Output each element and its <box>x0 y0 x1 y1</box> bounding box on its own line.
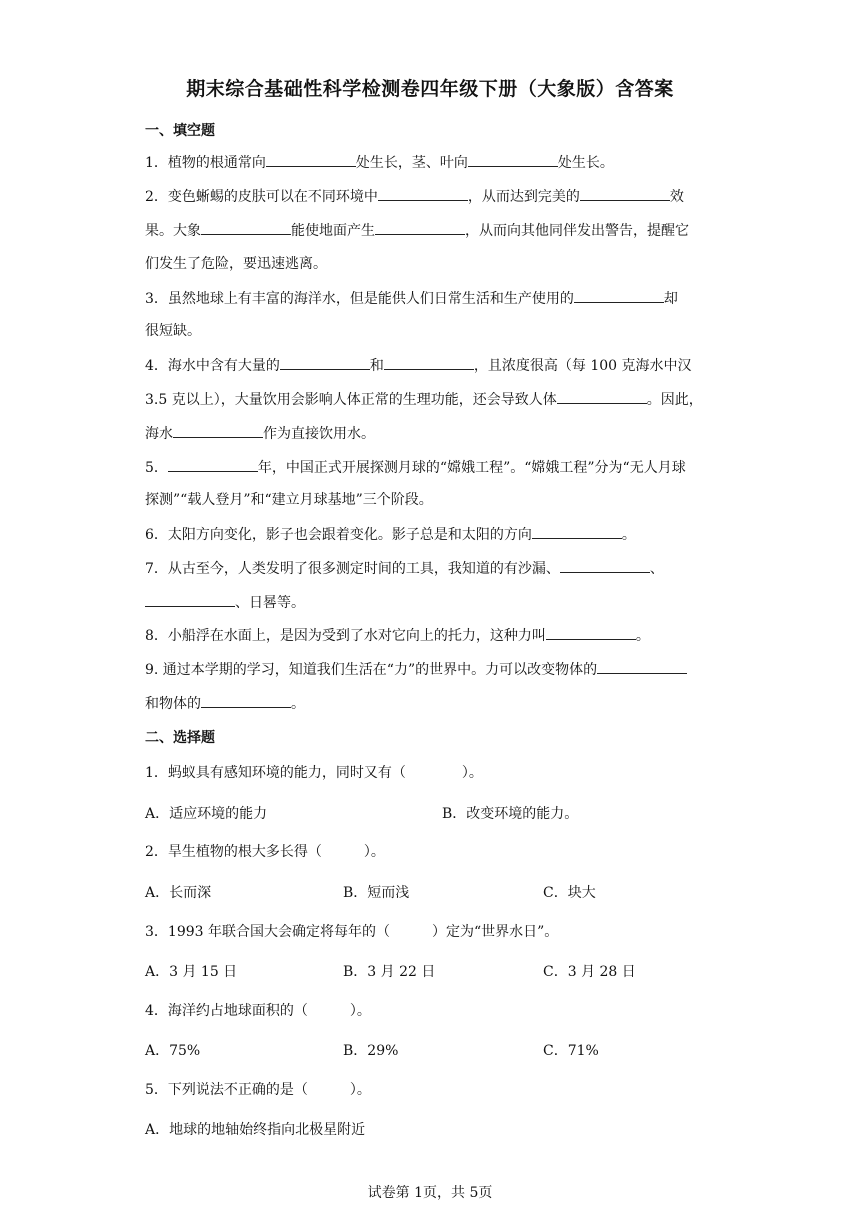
answer-blank[interactable] <box>201 693 291 708</box>
section-choice: 二、选择题 <box>145 730 215 746</box>
answer-blank[interactable] <box>560 558 650 573</box>
choice-q3-option-b[interactable]: B．3 月 22 日 <box>343 964 436 980</box>
fill-q6: 6．太阳方向变化，影子也会跟着变化。影子总是和太阳的方向 。 <box>145 524 636 545</box>
answer-blank[interactable] <box>546 625 636 640</box>
answer-blank[interactable] <box>580 186 670 201</box>
answer-blank[interactable] <box>597 659 687 674</box>
fill-q7-line1: 7．从古至今，人类发明了很多测定时间的工具，我知道的有沙漏、 、 <box>145 558 664 579</box>
choice-q2-option-b[interactable]: B．短而浅 <box>343 885 410 901</box>
answer-blank[interactable] <box>266 152 356 167</box>
page-title: 期末综合基础性科学检测卷四年级下册（大象版）含答案 <box>186 78 674 100</box>
answer-blank[interactable] <box>574 288 664 303</box>
fill-q4-line1: 4．海水中含有大量的 和 ，且浓度很高（每 100 克海水中汉 <box>145 355 692 376</box>
choice-q2-option-a[interactable]: A．长而深 <box>145 885 212 901</box>
fill-q5-line1: 5． 年，中国正式开展探测月球的“嫦娥工程”。“嫦娥工程”分为“无人月球 <box>145 457 686 478</box>
choice-q3-stem: 3．1993 年联合国大会确定将每年的（ ）定为“世界水日”。 <box>145 924 559 940</box>
fill-q7-line2: 、日晷等。 <box>145 592 305 613</box>
choice-q1-option-b[interactable]: B．改变环境的能力。 <box>442 806 579 822</box>
answer-blank[interactable] <box>168 457 258 472</box>
choice-q5-option-a[interactable]: A．地球的地轴始终指向北极星附近 <box>145 1122 366 1138</box>
page-footer: 试卷第 1页，共 5页 <box>367 1185 493 1201</box>
fill-q2-line3: 们发生了危险，要迅速逃离。 <box>145 256 327 272</box>
fill-q3-line1: 3．虽然地球上有丰富的海洋水，但是能供人们日常生活和生产使用的 却 <box>145 288 678 309</box>
answer-blank[interactable] <box>173 423 263 438</box>
answer-blank[interactable] <box>384 355 474 370</box>
fill-q5-line2: 探测”“载人登月”和“建立月球基地”三个阶段。 <box>145 492 433 508</box>
answer-blank[interactable] <box>280 355 370 370</box>
choice-q1-option-a[interactable]: A．适应环境的能力 <box>145 806 268 822</box>
fill-q9-line1: 9. 通过本学期的学习，知道我们生活在“力”的世界中。力可以改变物体的 <box>145 659 687 680</box>
fill-q1: 1．植物的根通常向 处生长，茎、叶向 处生长。 <box>145 152 614 173</box>
answer-blank[interactable] <box>532 524 622 539</box>
answer-blank[interactable] <box>375 220 465 235</box>
answer-blank[interactable] <box>557 389 647 404</box>
choice-q3-option-c[interactable]: C．3 月 28 日 <box>543 964 636 980</box>
fill-q3-line2: 很短缺。 <box>145 323 201 339</box>
answer-blank[interactable] <box>468 152 558 167</box>
choice-q2-option-c[interactable]: C．块大 <box>543 885 596 901</box>
choice-q3-option-a[interactable]: A．3 月 15 日 <box>145 964 238 980</box>
section-fill-blank: 一、填空题 <box>145 123 215 139</box>
choice-q2-stem: 2．旱生植物的根大多长得（ ）。 <box>145 844 385 860</box>
fill-q4-line2: 3.5 克以上），大量饮用会影响人体正常的生理功能，还会导致人体 。因此， <box>145 389 703 410</box>
answer-blank[interactable] <box>378 186 468 201</box>
choice-q4-option-b[interactable]: B．29% <box>343 1043 399 1059</box>
choice-q4-stem: 4．海洋约占地球面积的（ ）。 <box>145 1003 371 1019</box>
fill-q2-line2: 果。大象 能使地面产生 ，从而向其他同伴发出警告，提醒它 <box>145 220 689 241</box>
fill-q4-line3: 海水 作为直接饮用水。 <box>145 423 375 444</box>
fill-q9-line2: 和物体的 。 <box>145 693 305 714</box>
choice-q4-option-c[interactable]: C．71% <box>543 1043 599 1059</box>
choice-q1-stem: 1．蚂蚁具有感知环境的能力，同时又有（ ）。 <box>145 765 483 781</box>
answer-blank[interactable] <box>201 220 291 235</box>
choice-q4-option-a[interactable]: A．75% <box>145 1043 201 1059</box>
fill-q2-line1: 2．变色蜥蜴的皮肤可以在不同环境中 ，从而达到完美的 效 <box>145 186 684 207</box>
fill-q8: 8．小船浮在水面上，是因为受到了水对它向上的托力，这种力叫 。 <box>145 625 650 646</box>
answer-blank[interactable] <box>145 592 235 607</box>
choice-q5-stem: 5．下列说法不正确的是（ ）。 <box>145 1082 371 1098</box>
